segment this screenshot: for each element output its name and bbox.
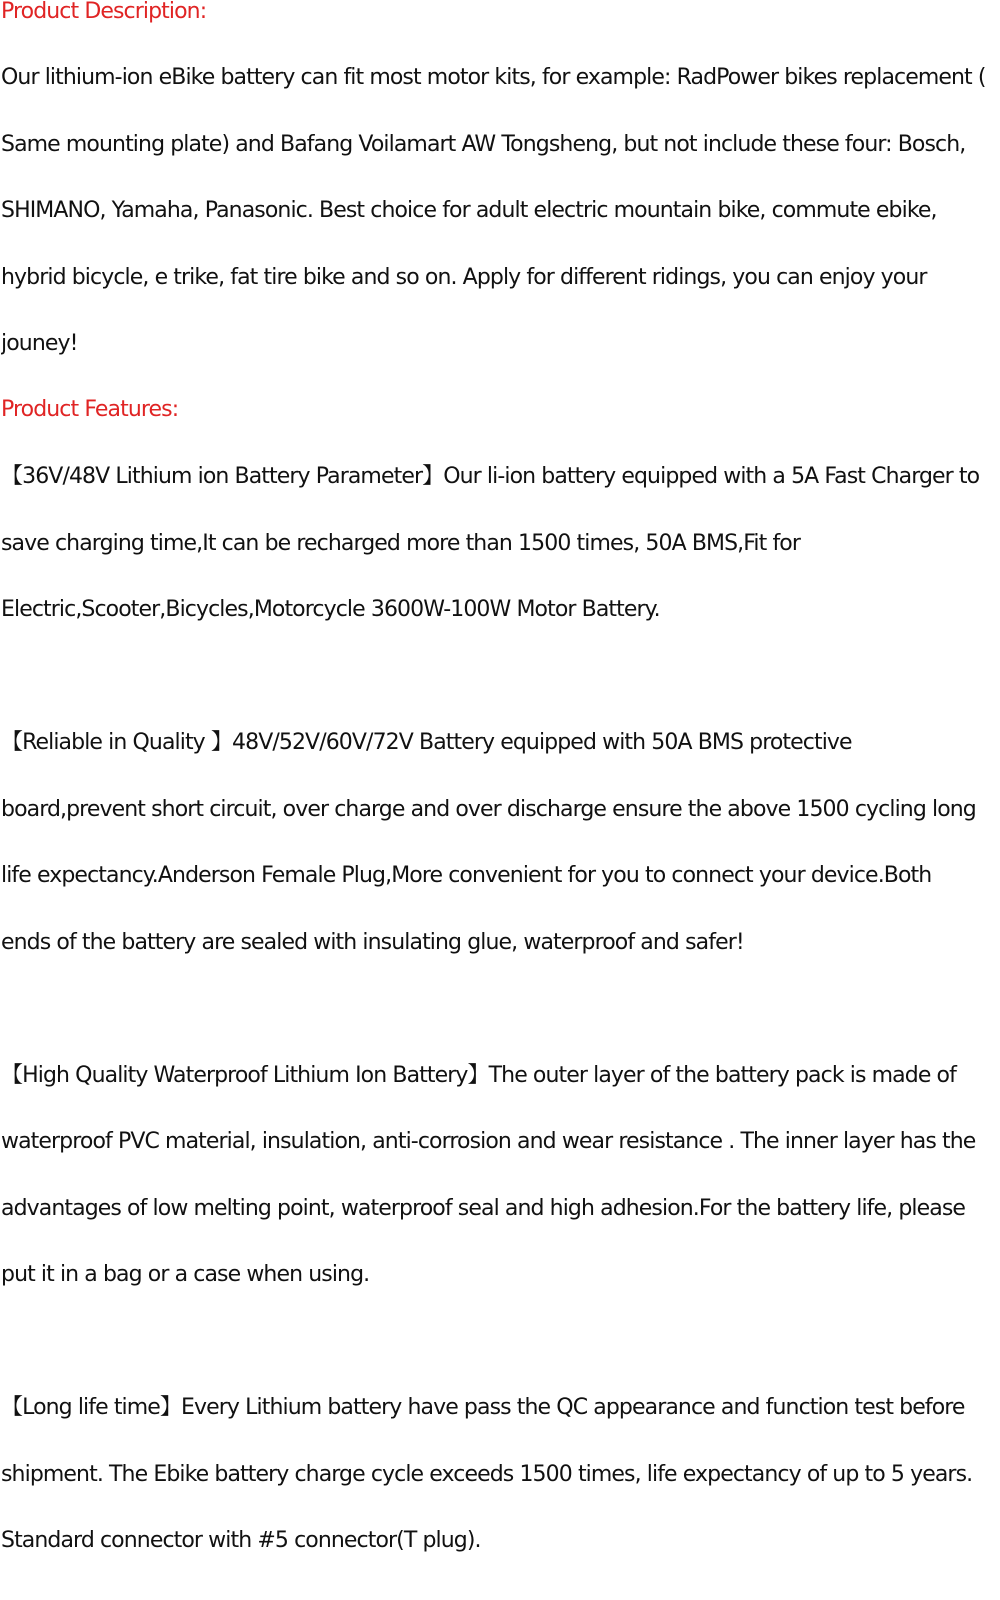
product-description-heading: Product Description: <box>1 0 207 24</box>
feature-line: save charging time,It can be recharged more than 1500 times, 50A BMS,Fit for <box>1 531 800 556</box>
feature-line: shipment. The Ebike battery charge cycle exceeds 1500 times, life expectancy of up to 5 years. <box>1 1462 973 1487</box>
feature-line: life expectancy.Anderson Female Plug,More convenient for you to connect your device.Both <box>1 863 932 888</box>
feature-line: board,prevent short circuit, over charge and over discharge ensure the above 1500 cycling long <box>1 797 976 822</box>
feature-line: advantages of low melting point, waterproof seal and high adhesion.For the battery life, please <box>1 1196 966 1221</box>
description-line: jouney! <box>1 331 78 356</box>
feature-line: ends of the battery are sealed with insulating glue, waterproof and safer! <box>1 930 744 955</box>
description-line: SHIMANO, Yamaha, Panasonic. Best choice for adult electric mountain bike, commute ebike, <box>1 198 937 223</box>
feature-line: 【Long life time】Every Lithium battery have pass the QC appearance and function test before <box>1 1395 965 1420</box>
feature-line: Electric,Scooter,Bicycles,Motorcycle 3600W-100W Motor Battery. <box>1 597 660 622</box>
description-line: Same mounting plate) and Bafang Voilamart AW Tongsheng, but not include these four: Bosch, <box>1 132 966 157</box>
description-line: Our lithium-ion eBike battery can fit most motor kits, for example: RadPower bikes replacement ( <box>1 65 986 90</box>
product-features-heading: Product Features: <box>1 397 179 422</box>
feature-line: waterproof PVC material, insulation, anti-corrosion and wear resistance . The inner layer has the <box>1 1129 976 1154</box>
feature-line: 【High Quality Waterproof Lithium Ion Battery】The outer layer of the battery pack is made of <box>1 1063 956 1088</box>
feature-line: 【36V/48V Lithium ion Battery Parameter】Our li-ion battery equipped with a 5A Fast Charger to <box>1 464 980 489</box>
feature-line: put it in a bag or a case when using. <box>1 1262 370 1287</box>
description-line: hybrid bicycle, e trike, fat tire bike and so on. Apply for different ridings, you can enjoy your <box>1 265 927 290</box>
feature-line: Standard connector with #5 connector(T plug). <box>1 1528 481 1553</box>
feature-line: 【Reliable in Quality 】48V/52V/60V/72V Battery equipped with 50A BMS protective <box>1 730 852 755</box>
